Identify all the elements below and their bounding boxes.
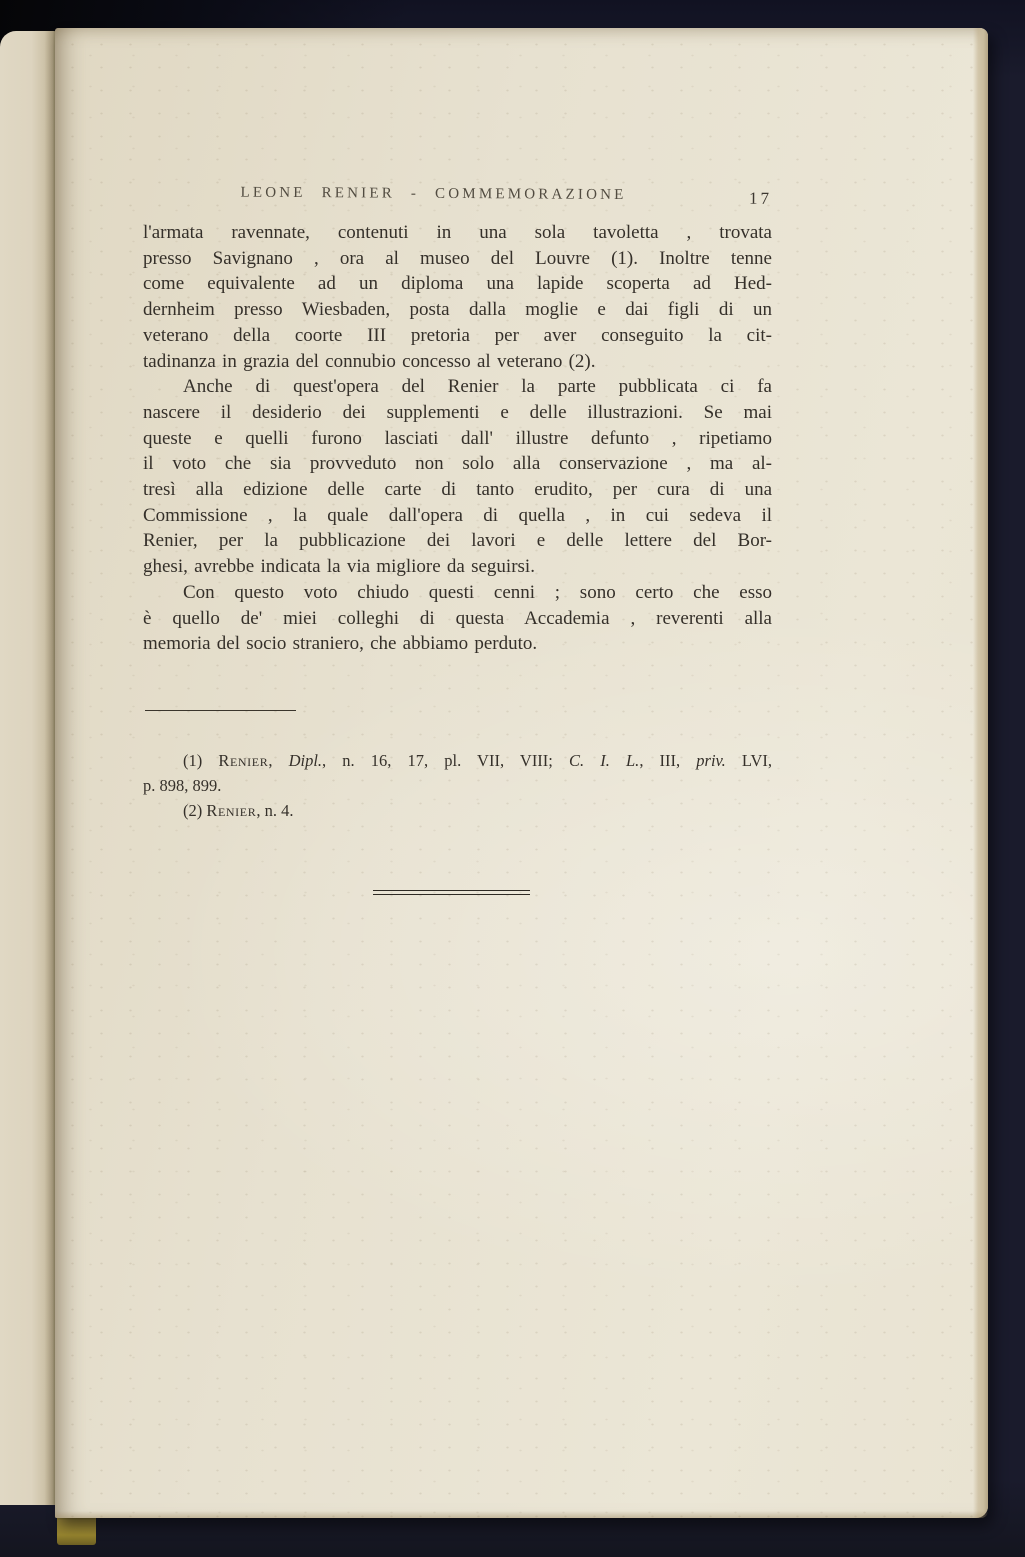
footnotes xyxy=(143,748,772,823)
body-text-line: come equivalente ad un diploma una lapide scoperta ad Hed- xyxy=(143,273,772,295)
printed-area xyxy=(143,28,772,1518)
footnote-separator xyxy=(145,710,296,711)
body-text-line: Commissione , la quale dall'opera di quella , in cui sedeva il xyxy=(143,504,772,526)
book-page xyxy=(55,28,988,1518)
body-text-line: queste e quelli furono lasciati dall' illustre defunto , ripetiamo xyxy=(143,427,772,449)
footnote-line: (1) Renier, Dipl., n. 16, 17, pl. VII, VIII; C. I. L., III, priv. LVI, xyxy=(183,751,773,770)
body-text-line: nascere il desiderio dei supplementi e delle illustrazioni. Se mai xyxy=(143,401,772,423)
page-number: 17 xyxy=(748,188,773,208)
running-title: LEONE RENIER - COMMEMORAZIONE xyxy=(240,184,627,204)
body-text-line: presso Savignano , ora al museo del Louvre (1). Inoltre tenne xyxy=(143,247,772,269)
footnote-line: (2) Renier, n. 4. xyxy=(183,801,294,820)
body-text-line: il voto che sia provveduto non solo alla conservazione , ma al- xyxy=(143,453,772,475)
body-text-line: tresì alla edizione delle carte di tanto erudito, per cura di una xyxy=(143,479,772,501)
end-of-chapter-rule xyxy=(373,890,530,895)
body-text-line: l'armata ravennate, contenuti in una sola tavoletta , trovata xyxy=(143,222,772,243)
body-text-line: veterano della coorte III pretoria per aver conseguito la cit- xyxy=(143,324,772,346)
body-text-line: ghesi, avrebbe indicata la via migliore da seguirsi. xyxy=(143,556,535,578)
body-text-line: è quello de' miei colleghi di questa Accademia , reverenti alla xyxy=(143,607,772,629)
body-text-line: Anche di quest'opera del Renier la parte pubblicata ci fa xyxy=(183,376,772,398)
body-text xyxy=(143,220,772,657)
page-header xyxy=(143,184,772,210)
footnote-line: p. 898, 899. xyxy=(143,776,222,795)
body-text-line: tadinanza in grazia del connubio concesso al veterano (2). xyxy=(143,350,596,372)
facing-page-edge xyxy=(0,31,57,1505)
body-text-line: memoria del socio straniero, che abbiamo perduto. xyxy=(143,633,538,655)
body-text-line: Renier, per la pubblicazione dei lavori e delle lettere del Bor- xyxy=(143,530,772,552)
body-text-line: Con questo voto chiudo questi cenni ; sono certo che esso xyxy=(183,581,772,603)
body-text-line: dernheim presso Wiesbaden, posta dalla moglie e dai figli di un xyxy=(143,299,772,321)
page-right-edge xyxy=(973,28,988,1518)
